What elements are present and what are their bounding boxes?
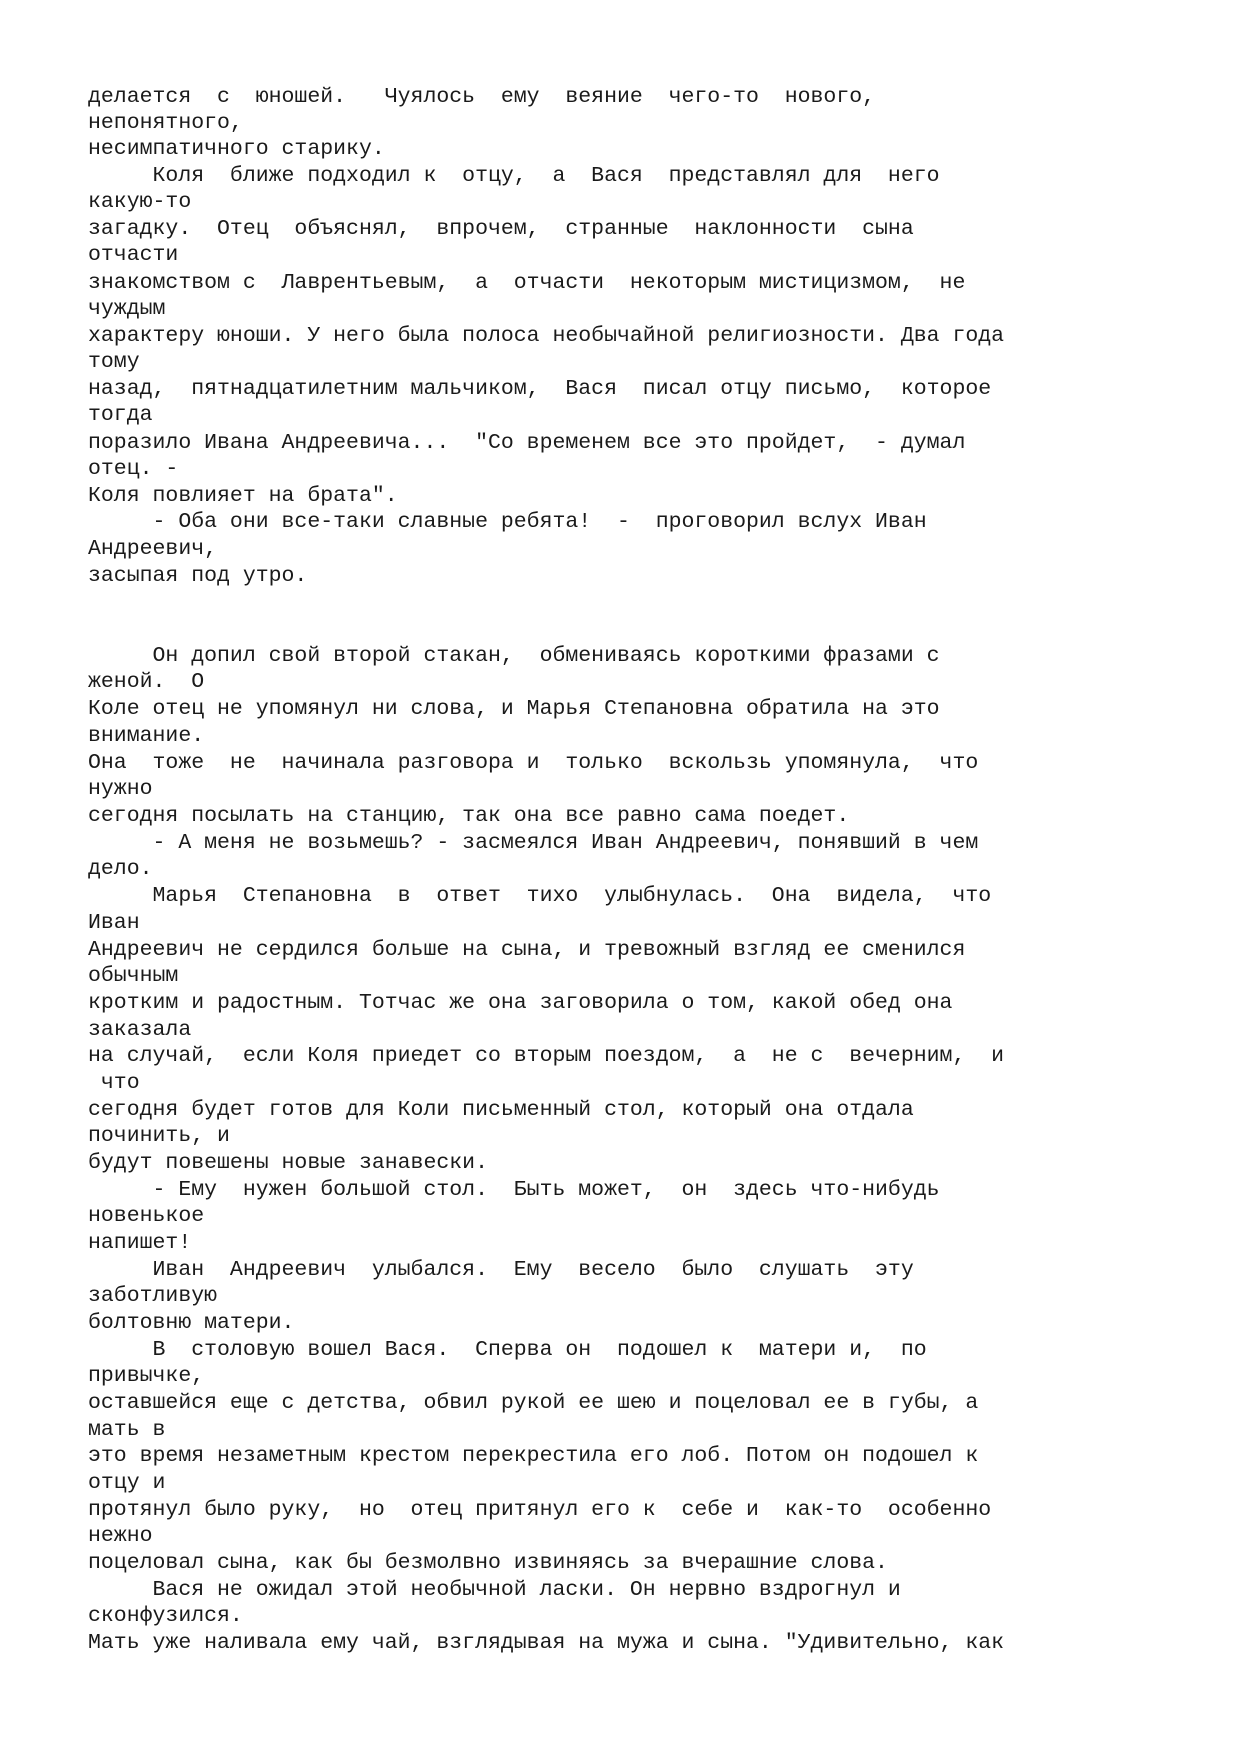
text-line: Мать уже наливала ему чай, взглядывая на мужа и сына. "Удивительно, как — [88, 1631, 1005, 1655]
text-line: болтовню матери. — [88, 1311, 295, 1335]
text-line: - Оба они все-таки славные ребята! - проговорил вслух Иван — [88, 510, 927, 534]
text-line: на случай, если Коля приедет со вторым поездом, а не с вечерним, и — [88, 1044, 1005, 1068]
text-line: отчасти — [88, 243, 179, 267]
text-line: сегодня посылать на станцию, так она все равно сама поедет. — [88, 804, 850, 828]
text-line: Вася не ожидал этой необычной ласки. Он нервно вздрогнул и — [88, 1578, 901, 1602]
text-line: это время незаметным крестом перекрестила его лоб. Потом он подошел к — [88, 1444, 979, 1468]
text-line: Иван — [88, 911, 140, 935]
text-line: Коля ближе подходил к отцу, а Вася представлял для него — [88, 164, 940, 188]
text-line: В столовую вошел Вася. Сперва он подошел к матери и, по — [88, 1338, 927, 1362]
text-line: протянул было руку, но отец притянул его к себе и как-то особенно — [88, 1498, 992, 1522]
text-line: непонятного, — [88, 111, 243, 135]
text-line: назад, пятнадцатилетним мальчиком, Вася писал отцу письмо, которое — [88, 377, 992, 401]
text-line: Коля повлияет на брата". — [88, 484, 398, 508]
text-line: несимпатичного старику. — [88, 137, 385, 161]
text-line: заботливую — [88, 1284, 218, 1308]
text-line: мать в — [88, 1418, 166, 1442]
text-line: женой. О — [88, 670, 205, 694]
text-line: поразило Ивана Андреевича... "Со временем все это пройдет, - думал — [88, 431, 966, 455]
text-line: обычным — [88, 964, 179, 988]
text-line: - Ему нужен большой стол. Быть может, он здесь что-нибудь — [88, 1178, 940, 1202]
text-line: Он допил свой второй стакан, обмениваясь короткими фразами с — [88, 644, 940, 668]
text-line: сконфузился. — [88, 1604, 243, 1628]
text-line: внимание. — [88, 724, 205, 748]
text-line: кротким и радостным. Тотчас же она заговорила о том, какой обед она — [88, 991, 953, 1015]
text-line: будут повешены новые занавески. — [88, 1151, 488, 1175]
text-line: привычке, — [88, 1364, 205, 1388]
text-line: Андреевич не сердился больше на сына, и тревожный взгляд ее сменился — [88, 938, 966, 962]
text-line: оставшейся еще с детства, обвил рукой ее шею и поцеловал ее в губы, а — [88, 1391, 979, 1415]
text-line: новенькое — [88, 1204, 205, 1228]
text-line: тому — [88, 350, 140, 374]
text-line: Андреевич, — [88, 537, 218, 561]
text-line: отцу и — [88, 1471, 166, 1495]
text-line: знакомством с Лаврентьевым, а отчасти некоторым мистицизмом, не — [88, 271, 966, 295]
text-line: нежно — [88, 1524, 153, 1548]
text-line: поцеловал сына, как бы безмолвно извиняясь за вчерашние слова. — [88, 1551, 888, 1575]
text-line: тогда — [88, 403, 153, 427]
text-line: загадку. Отец объяснял, впрочем, странные наклонности сына — [88, 217, 914, 241]
text-line: починить, и — [88, 1124, 230, 1148]
text-line: чуждым — [88, 297, 166, 321]
text-line: нужно — [88, 777, 153, 801]
text-line: заказала — [88, 1018, 192, 1042]
text-line: Марья Степановна в ответ тихо улыбнулась. Она видела, что — [88, 884, 992, 908]
text-line: какую-то — [88, 190, 192, 214]
text-line: что — [88, 1071, 140, 1095]
text-line: характеру юноши. У него была полоса необычайной религиозности. Два года — [88, 324, 1005, 348]
text-line: сегодня будет готов для Коли письменный стол, который она отдала — [88, 1098, 914, 1122]
text-line: отец. - — [88, 457, 179, 481]
text-line: Она тоже не начинала разговора и только вскользь упомянула, что — [88, 751, 979, 775]
text-line: Иван Андреевич улыбался. Ему весело было слушать эту — [88, 1258, 914, 1282]
text-line: засыпая под утро. — [88, 564, 308, 588]
text-line: - А меня не возьмешь? - засмеялся Иван Андреевич, понявший в чем — [88, 831, 979, 855]
text-line: дело. — [88, 857, 153, 881]
text-line: напишет! — [88, 1231, 192, 1255]
text-line: делается с юношей. Чуялось ему веяние чего-то нового, — [88, 85, 876, 109]
text-line: Коле отец не упомянул ни слова, и Марья Степановна обратила на это — [88, 697, 940, 721]
